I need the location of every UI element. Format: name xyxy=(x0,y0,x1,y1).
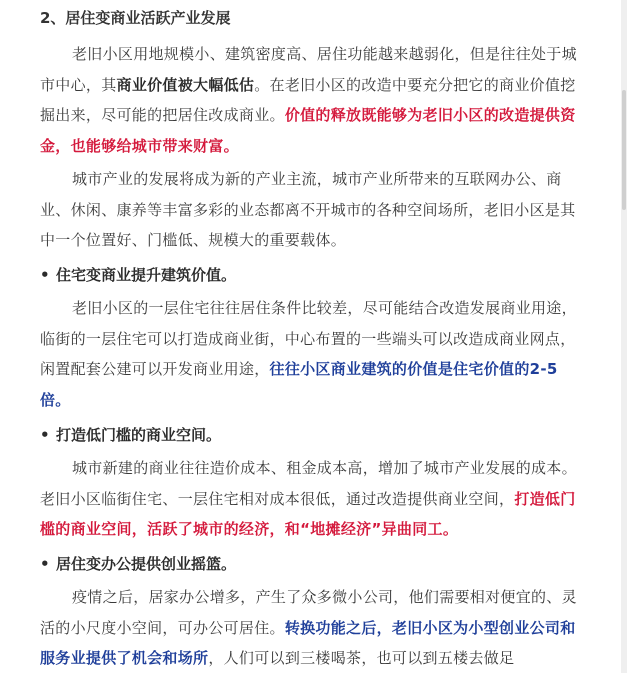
bullet-low-threshold-space xyxy=(40,424,221,446)
bullet-dot: • xyxy=(40,555,50,573)
section-heading: 2、居住变商业活跃产业发展 xyxy=(40,9,231,27)
highlight-text: 往往小区商业建筑的价值是住宅价值的2-5倍。 xyxy=(40,360,558,409)
bullet-label: 住宅变商业提升建筑价值。 xyxy=(56,266,237,284)
highlight-text: 价值的释放既能够为老旧小区的改造提供资金，也能够给城市带来财富。 xyxy=(40,106,576,155)
vertical-scrollbar[interactable] xyxy=(621,0,627,673)
text: 老旧小区用地规模小、建筑密度高、居住功能越来越弱化，但是往往处于城市中心，其 xyxy=(40,45,577,94)
paragraph-commercial-value xyxy=(40,39,588,161)
bullet-label: 居住变办公提供创业摇篮。 xyxy=(56,555,237,573)
bullet-label: 打造低门槛的商业空间。 xyxy=(56,426,222,444)
text: ，人们可以到三楼喝茶，也可以到五楼去做足 xyxy=(208,649,515,667)
highlight-text: 转换功能之后，老旧小区为小型创业公司和服务业提供了机会和场所 xyxy=(40,618,576,667)
bullet-dot: • xyxy=(40,426,50,444)
text: 疫情之后，居家办公增多，产生了众多微小公司，他们需要相对便宜的、灵活的小尺度小空间，可办公可居住。 xyxy=(40,588,577,637)
bold-text: 商业价值被大幅低估 xyxy=(116,75,255,94)
text: 。在老旧小区的改造中要充分把它的商业价值挖掘出来，尽可能的把居住改成商业。 xyxy=(40,75,576,124)
bullet-housing-to-commerce xyxy=(40,264,236,286)
paragraph-ground-floor-commerce xyxy=(40,293,588,415)
bullet-office-incubator xyxy=(40,553,236,575)
paragraph-urban-industry xyxy=(40,164,588,256)
scrollbar-thumb[interactable] xyxy=(622,90,626,210)
highlight-text: 打造低门槛的商业空间，活跃了城市的经济，和“地摊经济”异曲同工。 xyxy=(40,489,576,538)
text: 城市产业的发展将成为新的产业主流，城市产业所带来的互联网办公、商业、休闲、康养等丰富多彩的业态都离不开城市的各种空间场所，老旧小区是其中一个位置好、门槛低、规模大的重要载体。 xyxy=(40,170,576,249)
paragraph-remote-work xyxy=(40,582,588,673)
text: 城市新建的商业往往造价成本、租金成本高，增加了城市产业发展的成本。老旧小区临街住宅、一层住宅相对成本很低，通过改造提供商业空间， xyxy=(40,459,577,508)
paragraph-low-cost-commerce xyxy=(40,453,588,545)
bullet-dot: • xyxy=(40,266,50,284)
text: 老旧小区的一层住宅往往居住条件比较差，尽可能结合改造发展商业用途，临街的一层住宅可以打造成商业街，中心布置的一些端头可以改造成商业网点，闲置配套公建可以开发商业用途， xyxy=(40,299,577,378)
